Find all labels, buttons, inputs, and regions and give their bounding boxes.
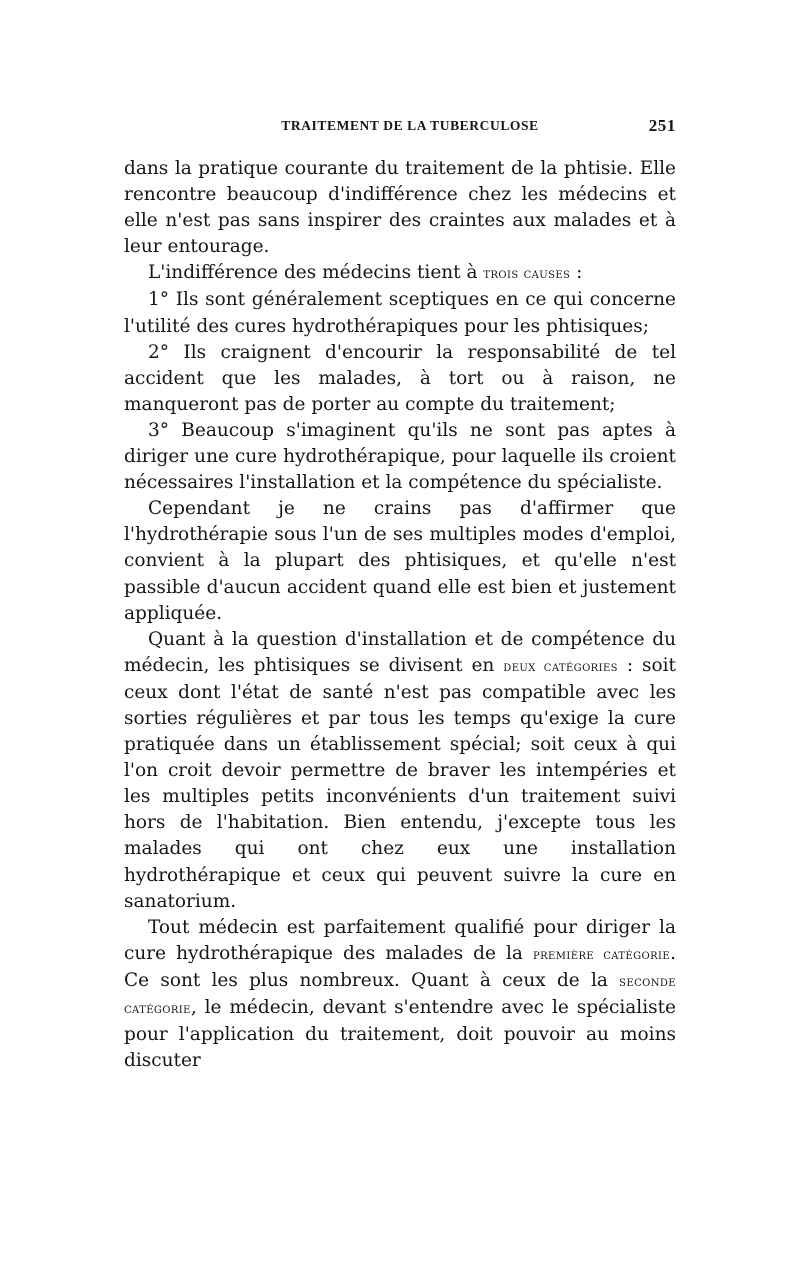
body-text	[124, 156, 676, 1074]
running-title: TRAITEMENT DE LA TUBERCULOSE	[281, 118, 539, 133]
small-caps-term: trois causes	[483, 266, 571, 283]
paragraph	[124, 260, 676, 287]
paragraph-text: 3° Beaucoup s'imaginent qu'ils ne sont pas aptes à diriger une cure hydrothérapique, pour laquelle ils croient nécessaires l'installation et la compétence du spécialiste.	[124, 419, 676, 494]
list-item	[124, 418, 676, 496]
page-number: 251	[648, 116, 676, 135]
paragraph-text: :	[570, 262, 583, 284]
book-page	[124, 112, 676, 1074]
paragraph	[124, 156, 676, 260]
paragraph-text: Quant à la question d'installation et de compétence du médecin, les phtisiques se divisent en	[124, 628, 676, 676]
paragraph-text: 2° Ils craignent d'encourir la responsabilité de tel accident que les malades, à tort ou à raison, ne manqueront pas de porter au compte du traitement;	[124, 341, 676, 415]
paragraph-text: , le médecin, devant s'entendre avec le spécialiste pour l'application du traitement, doit pouvoir au moins discuter	[124, 997, 676, 1072]
list-item	[124, 340, 676, 418]
small-caps-term: première catégorie	[533, 946, 671, 963]
paragraph-text: : soit ceux dont l'état de santé n'est pas compatible avec les sorties régulières et par tous les temps qu'exige la cure pratiquée dans un établissement spécial; soit ceux à qui l'on croit devoir permettre de braver les intempéries et les multiples petits inconvénients d'un traitement suivi hors de l'habitation. Bien entendu, j'excepte tous les malades qui ont chez eux une installation hydrothérapique et ceux qui peuvent suivre la cure en sanatorium.	[124, 654, 676, 912]
paragraph-text: Tout médecin est parfaitement qualifié pour diriger la cure hydrothérapique des malades de la	[124, 916, 676, 964]
small-caps-term: seconde catégorie	[124, 973, 676, 1017]
paragraph-text: 1° Ils sont généralement sceptiques en ce qui concerne l'utilité des cures hydrothérapiques pour les phtisiques;	[124, 289, 676, 337]
paragraph	[124, 915, 676, 1075]
paragraph-text: . Ce sont les plus nombreux. Quant à ceux de la	[124, 942, 676, 991]
paragraph	[124, 627, 676, 915]
list-item	[124, 287, 676, 339]
running-head	[124, 112, 676, 142]
small-caps-term: deux catégories	[503, 658, 618, 675]
paragraph-text: L'indifférence des médecins tient à	[148, 262, 484, 284]
paragraph-text: dans la pratique courante du traitement de la phtisie. Elle rencontre beaucoup d'indifférence chez les médecins et elle n'est pas sans inspirer des craintes aux malades et à leur entourage.	[124, 158, 676, 258]
paragraph	[124, 496, 676, 626]
paragraph-text: Cependant je ne crains pas d'affirmer que l'hydrothérapie sous l'un de ses multiples modes d'emploi, convient à la plupart des phtisiques, et qu'elle n'est passible d'aucun accident quand elle est bien et justement appliquée.	[124, 498, 676, 624]
